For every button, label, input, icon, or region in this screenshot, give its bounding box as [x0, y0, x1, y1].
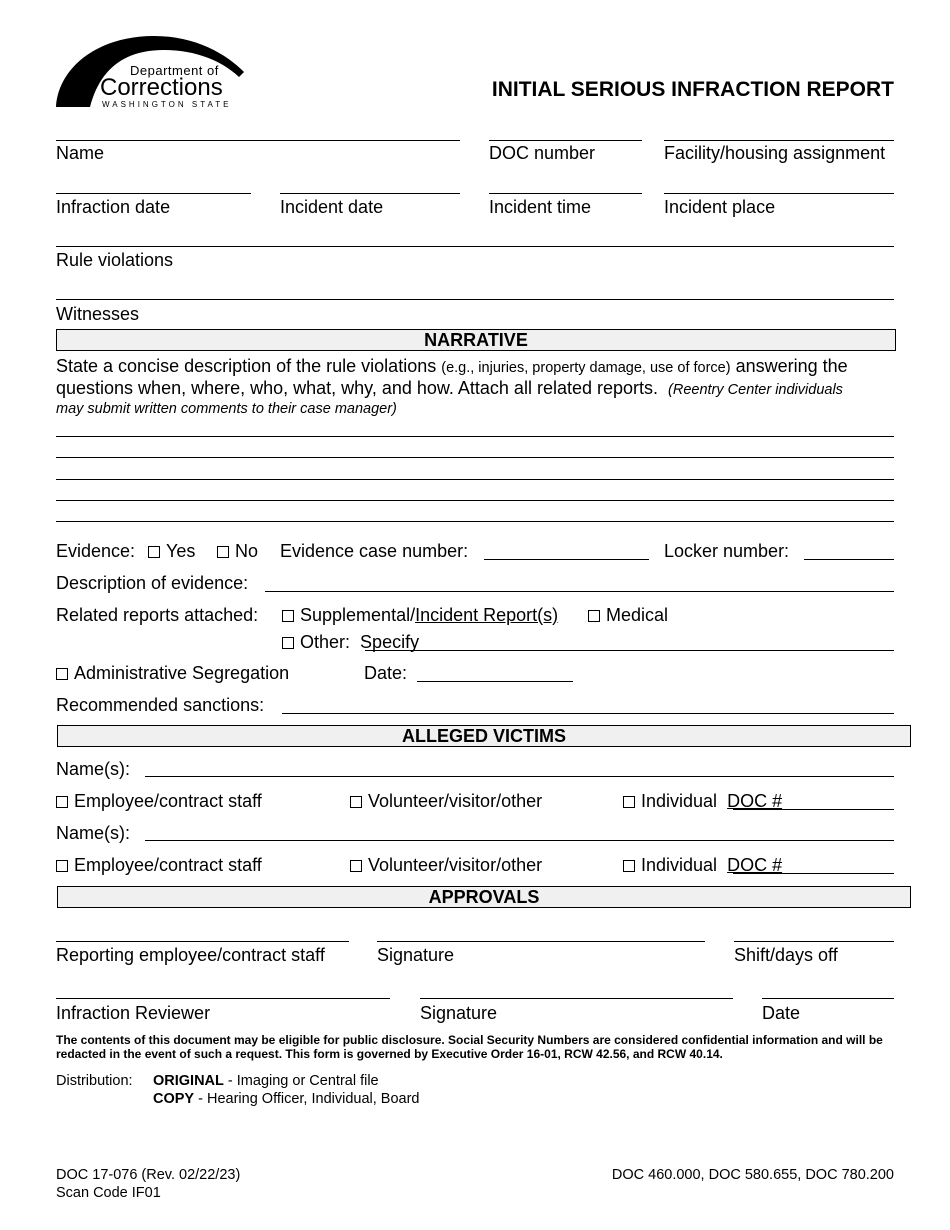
- doc-number-label: DOC number: [489, 143, 596, 163]
- other-label: Other:: [300, 632, 351, 652]
- alleged-victims-header: ALLEGED VICTIMS: [57, 725, 911, 747]
- supplemental-checkbox[interactable]: [282, 610, 294, 622]
- medical-checkbox[interactable]: [588, 610, 600, 622]
- victim-1-employee-label: Employee/contract staff: [74, 791, 262, 811]
- recommended-sanctions-label: Recommended sanctions:: [56, 695, 265, 715]
- narrative-text-e: (Reentry Center individuals: [668, 382, 843, 398]
- incident-date-label: Incident date: [280, 197, 384, 217]
- supplemental-label-a: Supplemental/: [300, 605, 416, 625]
- admin-seg-label: Administrative Segregation: [74, 663, 290, 683]
- reviewer-signature-line[interactable]: [420, 998, 733, 999]
- admin-seg-checkbox[interactable]: [56, 668, 68, 680]
- recommended-sanctions-line[interactable]: [282, 713, 894, 714]
- distribution-original-bold: ORIGINAL: [153, 1073, 224, 1089]
- incident-time-label: Incident time: [489, 197, 592, 217]
- reviewer-date-line[interactable]: [762, 998, 894, 999]
- victim-1-individual-checkbox[interactable]: [623, 796, 635, 808]
- victim-2-volunteer-label: Volunteer/visitor/other: [368, 855, 543, 875]
- victim-2-employee-option[interactable]: [56, 855, 262, 875]
- doc-number-line[interactable]: [489, 140, 642, 141]
- evidence-no-label: No: [235, 541, 259, 561]
- victim-2-individual-label: Individual: [641, 855, 718, 875]
- reviewer-signature-label: Signature: [420, 1003, 498, 1023]
- victim-1-individual-option[interactable]: [623, 791, 782, 811]
- distribution-copy: [153, 1090, 420, 1108]
- reviewer-line[interactable]: [56, 998, 390, 999]
- incident-place-label: Incident place: [664, 197, 776, 217]
- incident-time-line[interactable]: [489, 193, 642, 194]
- narrative-text-b: (e.g., injuries, property damage, use of force): [441, 360, 731, 376]
- reporting-signature-line[interactable]: [377, 941, 705, 942]
- evidence-yes-checkbox[interactable]: [148, 546, 160, 558]
- medical-option[interactable]: [588, 605, 668, 625]
- narrative-line-1[interactable]: [56, 436, 894, 437]
- logo: [56, 34, 246, 110]
- victim-2-names-label: Name(s):: [56, 823, 131, 843]
- shift-days-line[interactable]: [734, 941, 894, 942]
- narrative-line-5[interactable]: [56, 521, 894, 522]
- specify-label: Specify: [360, 632, 420, 652]
- incident-date-line[interactable]: [280, 193, 460, 194]
- distribution-copy-text: - Hearing Officer, Individual, Board: [194, 1091, 420, 1107]
- victim-1-names-label: Name(s):: [56, 759, 131, 779]
- narrative-line-4[interactable]: [56, 500, 894, 501]
- other-checkbox[interactable]: [282, 637, 294, 649]
- victim-1-doc-line[interactable]: [733, 809, 894, 810]
- victim-2-doc-line[interactable]: [733, 873, 894, 874]
- narrative-text-a: State a concise description of the rule violations: [56, 356, 437, 376]
- narrative-line-2[interactable]: [56, 457, 894, 458]
- supplemental-label-b: Incident Report(s): [415, 605, 559, 625]
- logo-text-dept: Department of: [130, 63, 219, 78]
- related-reports-label: Related reports attached:: [56, 605, 259, 625]
- narrative-line-3[interactable]: [56, 479, 894, 480]
- narrative-text-f: may submit written comments to their case manager): [56, 401, 397, 417]
- logo-text-corrections: Corrections: [100, 74, 223, 101]
- victim-1-doc-hash: DOC #: [727, 791, 783, 811]
- policy-references: DOC 460.000, DOC 580.655, DOC 780.200: [611, 1167, 894, 1183]
- distribution-original-text: - Imaging or Central file: [223, 1073, 379, 1089]
- narrative-header: NARRATIVE: [56, 329, 896, 351]
- facility-label: Facility/housing assignment: [664, 143, 886, 163]
- logo-text-state: WASHINGTON STATE: [102, 100, 232, 109]
- witnesses-line[interactable]: [56, 299, 894, 300]
- evidence-label: Evidence:: [56, 541, 136, 561]
- scan-code: Scan Code IF01: [56, 1185, 161, 1201]
- witnesses-label: Witnesses: [56, 304, 140, 324]
- victim-1-individual-label: Individual: [641, 791, 718, 811]
- victim-2-names-line[interactable]: [145, 840, 894, 841]
- reviewer-label: Infraction Reviewer: [56, 1003, 211, 1023]
- distribution-original: [153, 1072, 379, 1090]
- facility-line[interactable]: [664, 140, 894, 141]
- victim-2-individual-option[interactable]: [623, 855, 782, 875]
- narrative-text-c: answering the: [735, 356, 848, 376]
- reviewer-date-label: Date: [762, 1003, 801, 1023]
- locker-number-label: Locker number:: [664, 541, 790, 561]
- victim-2-individual-checkbox[interactable]: [623, 860, 635, 872]
- victim-2-volunteer-option[interactable]: [350, 855, 542, 875]
- supplemental-option[interactable]: [282, 605, 558, 625]
- evidence-description-line[interactable]: [265, 591, 894, 592]
- infraction-date-label: Infraction date: [56, 197, 171, 217]
- evidence-no-option[interactable]: [217, 541, 258, 561]
- victim-1-employee-checkbox[interactable]: [56, 796, 68, 808]
- other-option[interactable]: [282, 632, 419, 652]
- reporting-staff-label: Reporting employee/contract staff: [56, 945, 325, 965]
- victim-1-volunteer-label: Volunteer/visitor/other: [368, 791, 543, 811]
- evidence-yes-label: Yes: [166, 541, 196, 561]
- evidence-case-number-line[interactable]: [484, 559, 649, 560]
- other-specify-line[interactable]: [365, 650, 894, 651]
- admin-seg-option[interactable]: [56, 663, 289, 683]
- admin-seg-date-line[interactable]: [417, 681, 573, 682]
- evidence-case-number-label: Evidence case number:: [280, 541, 469, 561]
- name-label: Name: [56, 143, 105, 163]
- narrative-instructions: [56, 356, 896, 418]
- approvals-header: APPROVALS: [57, 886, 911, 908]
- distribution-label: Distribution:: [56, 1073, 133, 1089]
- page-title: INITIAL SERIOUS INFRACTION REPORT: [491, 78, 894, 101]
- victim-2-volunteer-checkbox[interactable]: [350, 860, 362, 872]
- victim-2-doc-hash: DOC #: [727, 855, 783, 875]
- victim-1-employee-option[interactable]: [56, 791, 262, 811]
- disclosure-notice: The contents of this document may be eligible for public disclosure. Social Security Numbers are considered confidential information and will be redacted in the event of such a request. This form is governed by Executive Order 16-01, RCW 42.56, and RCW 40.14.: [56, 1033, 883, 1061]
- victim-2-employee-checkbox[interactable]: [56, 860, 68, 872]
- name-line[interactable]: [56, 140, 460, 141]
- rule-violations-label: Rule violations: [56, 250, 174, 270]
- narrative-text-d: questions when, where, who, what, why, and how. Attach all related reports.: [56, 378, 659, 398]
- victim-1-volunteer-checkbox[interactable]: [350, 796, 362, 808]
- shift-days-label: Shift/days off: [734, 945, 838, 965]
- victim-1-volunteer-option[interactable]: [350, 791, 542, 811]
- distribution-copy-bold: COPY: [153, 1091, 195, 1107]
- form-number: DOC 17-076 (Rev. 02/22/23): [56, 1167, 241, 1183]
- rule-violations-line[interactable]: [56, 246, 894, 247]
- admin-seg-date-label: Date:: [364, 663, 408, 683]
- infraction-date-line[interactable]: [56, 193, 251, 194]
- medical-label: Medical: [606, 605, 669, 625]
- victim-1-names-line[interactable]: [145, 776, 894, 777]
- evidence-no-checkbox[interactable]: [217, 546, 229, 558]
- incident-place-line[interactable]: [664, 193, 894, 194]
- evidence-yes-option[interactable]: [148, 541, 195, 561]
- reporting-staff-line[interactable]: [56, 941, 349, 942]
- reporting-signature-label: Signature: [377, 945, 455, 965]
- evidence-description-label: Description of evidence:: [56, 573, 249, 593]
- victim-2-employee-label: Employee/contract staff: [74, 855, 262, 875]
- locker-number-line[interactable]: [804, 559, 894, 560]
